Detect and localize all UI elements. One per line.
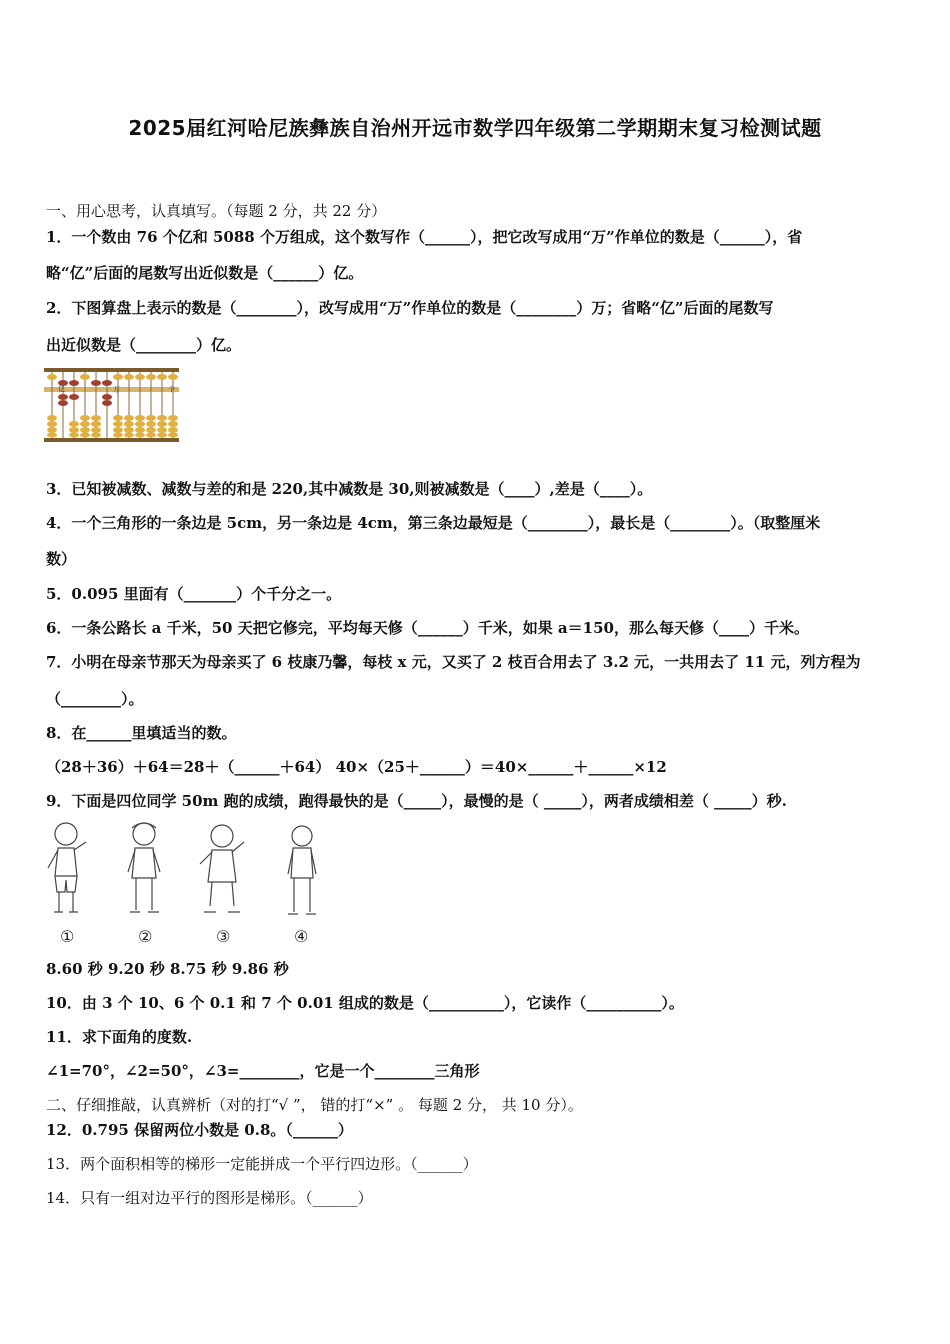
- question-8-equations: （28＋36）＋64＝28＋（______＋64） 40×（25＋______）＝40×______＋______×12: [46, 758, 667, 776]
- question-11: 11．求下面角的度数.: [46, 1028, 193, 1046]
- question-9: 9．下面是四位同学 50m 跑的成绩，跑得最快的是（_____），最慢的是（ _____），两者成绩相差（ _____）秒.: [46, 792, 787, 810]
- question-3: 3．已知被减数、减数与差的和是 220,其中减数是 30,则被减数是（____）,差是（____）。: [46, 480, 653, 498]
- question-10: 10．由 3 个 10、6 个 0.1 和 7 个 0.01 组成的数是（__________），它读作（__________）。: [46, 994, 684, 1012]
- question-12: 12．0.795 保留两位小数是 0.8。（______）: [46, 1121, 353, 1139]
- question-4-line-2: 数）: [46, 550, 77, 568]
- section-2-heading: 二、仔细推敲，认真辨析（对的打“√ ”， 错的打“×” 。 每题 2 分， 共 10 分）。: [46, 1096, 583, 1114]
- question-6: 6．一条公路长 a 千米，50 天把它修完，平均每天修（______）千米，如果 a＝150，那么每天修（____）千米。: [46, 619, 809, 637]
- question-7-line-2: （________）。: [46, 690, 144, 708]
- question-13: 13．两个面积相等的梯形一定能拼成一个平行四边形。（______）: [46, 1155, 478, 1173]
- student-label-4: ④: [294, 927, 309, 946]
- abacus-figure: [44, 368, 179, 442]
- question-1-line-2: 略“亿”后面的尾数写出近似数是（______）亿。: [46, 264, 364, 282]
- question-2-line-1: 2．下图算盘上表示的数是（________），改写成用“万”作单位的数是（________）万；省略“亿”后面的尾数写: [46, 299, 774, 317]
- page-title: 2025届红河哈尼族彝族自治州开远市数学四年级第二学期期末复习检测试题: [128, 116, 822, 140]
- abacus-label-wan: 万: [113, 385, 120, 394]
- question-7-line-1: 7．小明在母亲节那天为母亲买了 6 枝康乃馨，每枝 x 元，又买了 2 枝百合用去了 3.2 元，一共用去了 11 元，列方程为: [46, 653, 861, 671]
- student-2-drawing: [128, 823, 160, 912]
- students-figure: [44, 820, 324, 948]
- section-1-heading: 一、用心思考，认真填写。（每题 2 分，共 22 分）: [46, 202, 387, 220]
- student-label-3: ③: [216, 927, 231, 946]
- student-4-drawing: [288, 826, 316, 914]
- question-4-line-1: 4．一个三角形的一条边是 5cm，另一条边是 4cm，第三条边最短是（________），最长是（________）。（取整厘米: [46, 514, 821, 532]
- question-1-line-1: 1．一个数由 76 个亿和 5088 个万组成，这个数写作（______），把它改写成用“万”作单位的数是（______），省: [46, 228, 803, 246]
- question-5: 5．0.095 里面有（_______）个千分之一。: [46, 585, 342, 603]
- student-label-2: ②: [138, 927, 153, 946]
- abacus-label-ge: 个: [168, 385, 175, 394]
- question-11-angles: ∠1=70°，∠2=50°，∠3=________，它是一个________三角形: [46, 1062, 480, 1080]
- abacus-label-yi: 亿: [58, 385, 65, 394]
- question-9-times: 8.60 秒 9.20 秒 8.75 秒 9.86 秒: [46, 960, 289, 978]
- student-1-drawing: [48, 823, 86, 912]
- student-3-drawing: [200, 825, 244, 912]
- question-8: 8．在______里填适当的数。: [46, 724, 237, 742]
- student-label-1: ①: [60, 927, 75, 946]
- question-14: 14．只有一组对边平行的图形是梯形。（______）: [46, 1189, 373, 1207]
- question-2-line-2: 出近似数是（________）亿。: [46, 336, 242, 354]
